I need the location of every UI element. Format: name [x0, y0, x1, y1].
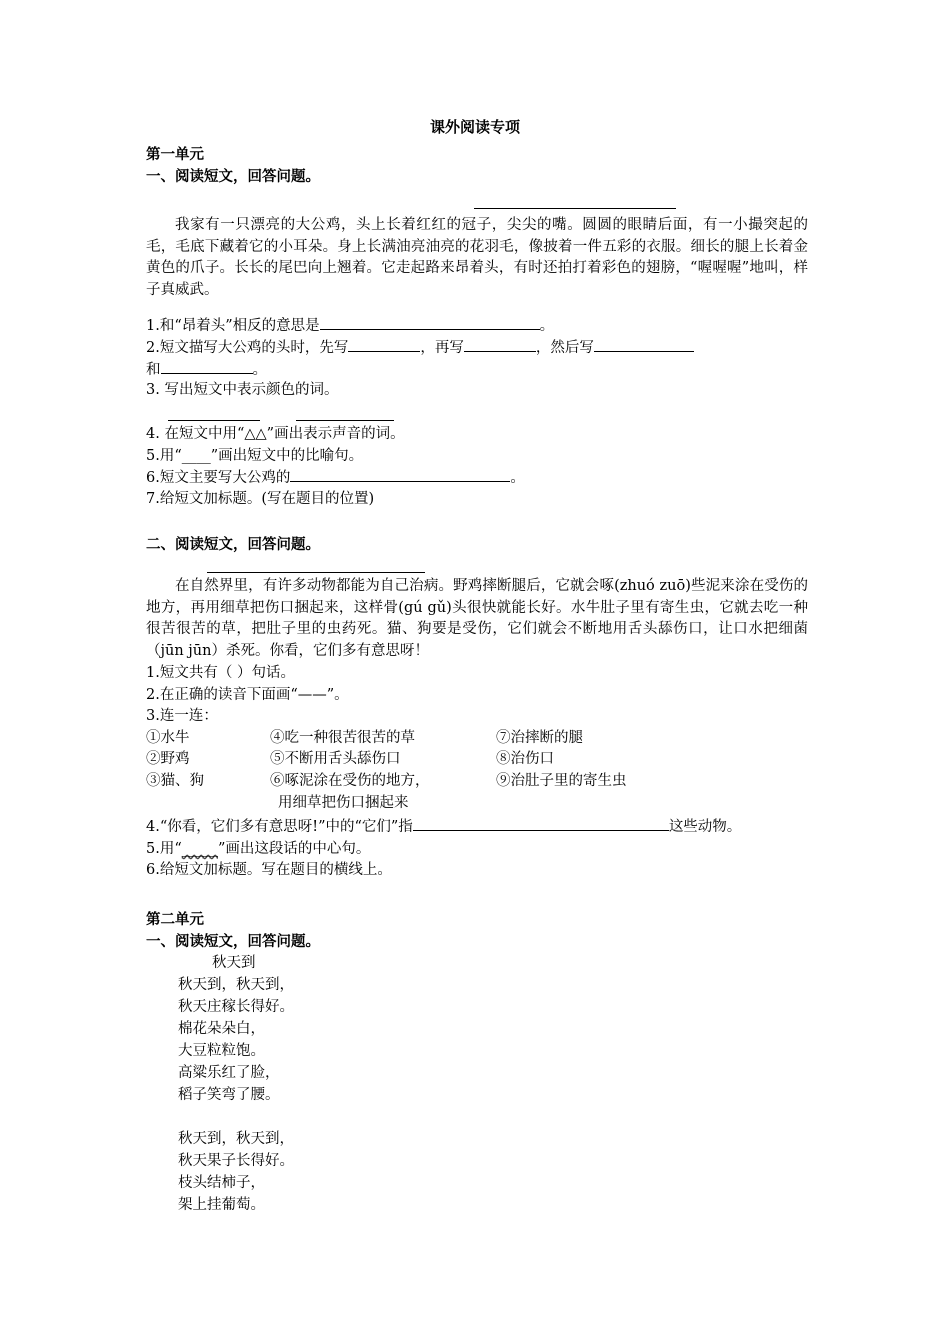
poem-line: 架上挂葡萄。 [178, 1197, 265, 1213]
poem-title: 秋天到 [212, 955, 256, 971]
question-text: 5.用“ [146, 841, 182, 857]
match-right-9[interactable]: ⑨治肚子里的寄生虫 [496, 773, 627, 789]
match-right-8[interactable]: ⑧治伤口 [496, 751, 554, 767]
match-mid-4[interactable]: ④吃一种很苦很苦的草 [270, 730, 415, 746]
match-mid-6-cont: 用细草把伤口捆起来 [278, 795, 409, 811]
question-1-1 [146, 315, 554, 338]
match-mid-6[interactable]: ⑥啄泥涂在受伤的地方， [270, 773, 430, 789]
question-2-4 [146, 816, 741, 839]
match-right-7[interactable]: ⑦治摔断的腿 [496, 730, 583, 746]
question-text: ，再写 [420, 340, 464, 356]
question-text: 1.和“昂着头”相反的意思是 [146, 318, 320, 334]
question-text: 和 [146, 362, 161, 378]
match-left-3[interactable]: ③猫、狗 [146, 773, 204, 789]
answer-blank[interactable] [168, 420, 260, 421]
question-2-5 [146, 839, 370, 861]
question-text: 6.短文主要写大公鸡的 [146, 470, 291, 486]
question-1-7: 7.给短文加标题。(写在题目的位置) [146, 491, 375, 507]
question-text: 2.短文描写大公鸡的头时，先写 [146, 340, 349, 356]
question-text: 。 [252, 362, 267, 378]
question-1-3: 3. 写出短文中表示颜色的词。 [146, 382, 339, 398]
answer-blank[interactable] [161, 359, 253, 374]
poem-line: 秋天庄稼长得好。 [178, 999, 294, 1015]
unit1-heading: 第一单元 [146, 146, 204, 163]
question-1-5 [146, 446, 363, 468]
unit2-sec1-instruction: 一、阅读短文，回答问题。 [146, 933, 320, 950]
page-title: 课外阅读专项 [429, 118, 520, 136]
poem-line: 高粱乐红了脸， [178, 1065, 280, 1081]
answer-blank[interactable] [413, 816, 669, 831]
question-text: ”画出这段话的中心句。 [218, 841, 371, 857]
question-text: 这些动物。 [668, 819, 742, 835]
poem-line: 秋天果子长得好。 [178, 1153, 294, 1169]
question-text: 4.“你看，它们多有意思呀!”中的“它们”指 [146, 819, 413, 835]
unit1-sec1-instruction: 一、阅读短文，回答问题。 [146, 168, 320, 185]
question-2-2: 2.在正确的读音下面画“——”。 [146, 687, 349, 703]
question-1-2 [146, 337, 694, 360]
poem-line: 大豆粒粒饱。 [178, 1043, 265, 1059]
poem-line: 秋天到，秋天到， [178, 977, 294, 993]
poem-line: 棉花朵朵白， [178, 1021, 265, 1037]
question-2-3: 3.连一连： [146, 708, 218, 724]
question-text: ，然后写 [535, 340, 594, 356]
title-blank-line[interactable] [207, 572, 425, 573]
title-blank-line[interactable] [474, 208, 676, 209]
answer-blank[interactable] [296, 420, 394, 421]
match-left-1[interactable]: ①水牛 [146, 730, 190, 746]
answer-blank[interactable] [290, 467, 510, 482]
question-text: ”画出短文中的比喻句。 [210, 448, 364, 464]
question-2-1: 1.短文共有（ ）句话。 [146, 665, 295, 681]
answer-blank[interactable] [320, 315, 540, 330]
poem-line: 稻子笑弯了腰。 [178, 1087, 280, 1103]
question-1-4: 4. 在短文中用“△△”画出表示声音的词。 [146, 426, 405, 442]
poem-line: 枝头结柿子， [178, 1175, 265, 1191]
question-text: 5.用“ [146, 448, 182, 464]
match-mid-5[interactable]: ⑤不断用舌头舔伤口 [270, 751, 401, 767]
passage-rooster: 我家有一只漂亮的大公鸡，头上长着红红的冠子，尖尖的嘴。圆圆的眼睛后面，有一小撮突起的毛，毛底下藏着它的小耳朵。身上长满油亮油亮的花羽毛，像披着一件五彩的衣服。细长的腿上长着金黄色的爪子。长长的尾巴向上翘着。它走起路来昂着头，有时还拍打着彩色的翅膀，“喔喔喔”地叫，样子真威武。 [146, 217, 808, 298]
question-1-6 [146, 467, 525, 490]
poem-line: 秋天到，秋天到， [178, 1131, 294, 1147]
passage-animals: 在自然界里，有许多动物都能为自己治病。野鸡摔断腿后，它就会啄(zhuó zuō)些泥来涂在受伤的地方，再用细草把伤口捆起来，这样骨(gú gǔ)头很快就能长好。水牛肚子里有寄生虫，它就去吃一种很苦很苦的草，把肚子里的虫药死。猫、狗要是受伤，它们就会不断地用舌头舔伤口，让口水把细菌（jūn jūn）杀死。你看，它们多有意思呀！ [146, 578, 808, 659]
answer-blank[interactable] [594, 337, 694, 352]
match-left-2[interactable]: ②野鸡 [146, 751, 190, 767]
wavy-underline-mark: _____ [181, 841, 218, 857]
question-text: 。 [510, 470, 525, 486]
question-1-2-cont [146, 359, 267, 382]
answer-blank[interactable] [464, 337, 536, 352]
question-2-6: 6.给短文加标题。写在题目的横线上。 [146, 862, 392, 878]
underline-mark: ____ [181, 448, 211, 464]
unit2-heading: 第二单元 [146, 911, 204, 928]
question-text: 。 [539, 318, 555, 334]
unit1-sec2-instruction: 二、阅读短文，回答问题。 [146, 536, 320, 553]
answer-blank[interactable] [348, 337, 420, 352]
